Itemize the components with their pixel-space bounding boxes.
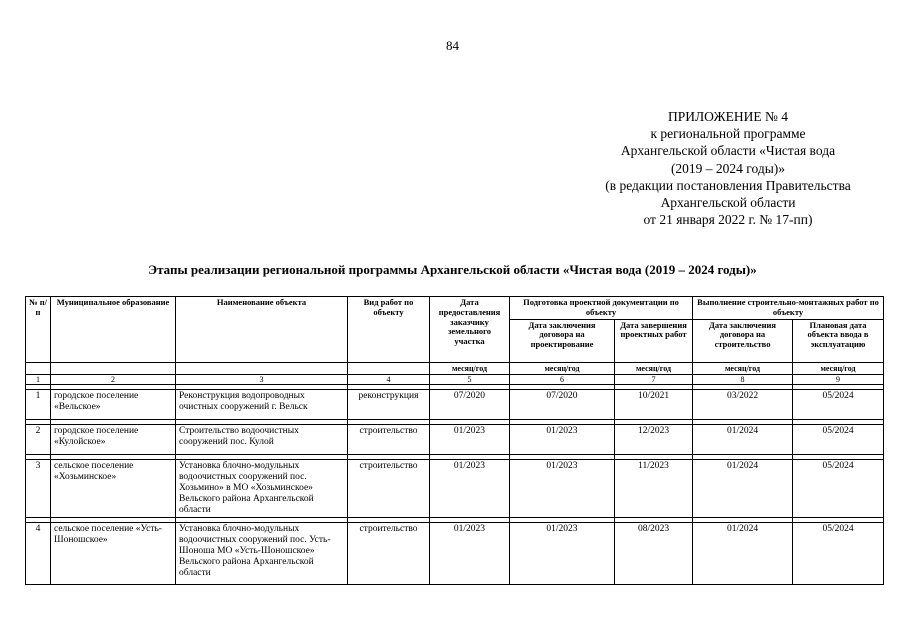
row-num: 2 [26, 425, 51, 455]
row-land-date: 01/2023 [430, 523, 510, 585]
row-commissioning: 05/2024 [793, 523, 884, 585]
row-work-type: строительство [348, 523, 430, 585]
row-object: Установка блочно-модульных водоочистных сооружений пос. Хозьмино» в МО «Хозьминское» Вельского района Архангельской области [176, 460, 348, 518]
row-commissioning: 05/2024 [793, 425, 884, 455]
header-design-end: Дата завершения проектных работ [615, 319, 693, 362]
row-work-type: реконструкция [348, 390, 430, 420]
unit-label: месяц/год [615, 362, 693, 375]
appendix-line: ПРИЛОЖЕНИЕ № 4 [667, 109, 789, 124]
header-commissioning: Плановая дата объекта ввода в эксплуатацию [793, 319, 884, 362]
row-municipality: городское поселение «Вельское» [51, 390, 176, 420]
appendix-line: от 21 января 2022 г. № 17-пп) [643, 212, 813, 228]
row-design-contract: 01/2023 [510, 523, 615, 585]
stages-table [25, 296, 884, 585]
row-municipality: сельское поселение «Хозьминское» [51, 460, 176, 518]
unit-label: месяц/год [693, 362, 793, 375]
appendix-line: (2019 – 2024 годы)» [670, 160, 786, 176]
row-design-end: 12/2023 [615, 425, 693, 455]
row-municipality: сельское поселение «Усть-Шоношское» [51, 523, 176, 585]
row-object: Установка блочно-модульных водоочистных сооружений пос. Усть-Шоноша МО «Усть-Шоношское» Вельского района Архангельской области [176, 523, 348, 585]
column-number: 7 [615, 375, 693, 385]
appendix-line: Архангельской области «Чистая вода [620, 143, 836, 159]
column-number-row [26, 375, 884, 385]
row-commissioning: 05/2024 [793, 460, 884, 518]
appendix-line: (в редакции постановления Правительства [605, 177, 851, 193]
row-num: 4 [26, 523, 51, 585]
header-object: Наименование объекта [176, 297, 348, 363]
page-number: 84 [446, 38, 459, 53]
unit-label: месяц/год [793, 362, 884, 375]
header-municipality: Муниципальное образование [51, 297, 176, 363]
column-number: 4 [348, 375, 430, 385]
header-num: № п/п [26, 297, 51, 363]
row-construction-contract: 01/2024 [693, 425, 793, 455]
appendix-line: Архангельской области [660, 195, 796, 211]
row-design-contract: 07/2020 [510, 390, 615, 420]
table-row [26, 390, 884, 420]
column-number: 2 [51, 375, 176, 385]
column-number: 5 [430, 375, 510, 385]
row-land-date: 07/2020 [430, 390, 510, 420]
column-number: 3 [176, 375, 348, 385]
row-design-contract: 01/2023 [510, 460, 615, 518]
column-number: 8 [693, 375, 793, 385]
row-object: Реконструкция водопроводных очистных сооружений г. Вельск [176, 390, 348, 420]
row-design-end: 10/2021 [615, 390, 693, 420]
row-construction-contract: 03/2022 [693, 390, 793, 420]
document-title: Этапы реализации региональной программы Архангельской области «Чистая вода (2019 – 2024 годы)» [148, 262, 757, 277]
unit-label: месяц/год [510, 362, 615, 375]
unit-label: месяц/год [430, 362, 510, 375]
table-row [26, 523, 884, 585]
row-object: Строительство водоочистных сооружений пос. Кулой [176, 425, 348, 455]
table-row [26, 460, 884, 518]
header-row [26, 297, 884, 320]
row-work-type: строительство [348, 425, 430, 455]
row-num: 1 [26, 390, 51, 420]
header-construction-group: Выполнение строительно-монтажных работ по объекту [693, 297, 884, 320]
row-commissioning: 05/2024 [793, 390, 884, 420]
table-row [26, 425, 884, 455]
header-construction-contract: Дата заключения договора на строительство [693, 319, 793, 362]
header-design-contract: Дата заключения договора на проектирование [510, 319, 615, 362]
row-num: 3 [26, 460, 51, 518]
row-design-contract: 01/2023 [510, 425, 615, 455]
header-design-group: Подготовка проектной документации по объекту [510, 297, 693, 320]
row-design-end: 08/2023 [615, 523, 693, 585]
column-number: 6 [510, 375, 615, 385]
column-number: 9 [793, 375, 884, 385]
header-land-date: Дата предоставления заказчику земельного участка [430, 297, 510, 363]
row-land-date: 01/2023 [430, 460, 510, 518]
row-construction-contract: 01/2024 [693, 460, 793, 518]
appendix-line: к региональной программе [650, 126, 806, 142]
unit-row [26, 362, 884, 375]
header-work-type: Вид работ по объекту [348, 297, 430, 363]
row-work-type: строительство [348, 460, 430, 518]
column-number: 1 [26, 375, 51, 385]
row-construction-contract: 01/2024 [693, 523, 793, 585]
row-municipality: городское поселение «Кулойское» [51, 425, 176, 455]
appendix-header [560, 108, 896, 228]
row-land-date: 01/2023 [430, 425, 510, 455]
row-design-end: 11/2023 [615, 460, 693, 518]
